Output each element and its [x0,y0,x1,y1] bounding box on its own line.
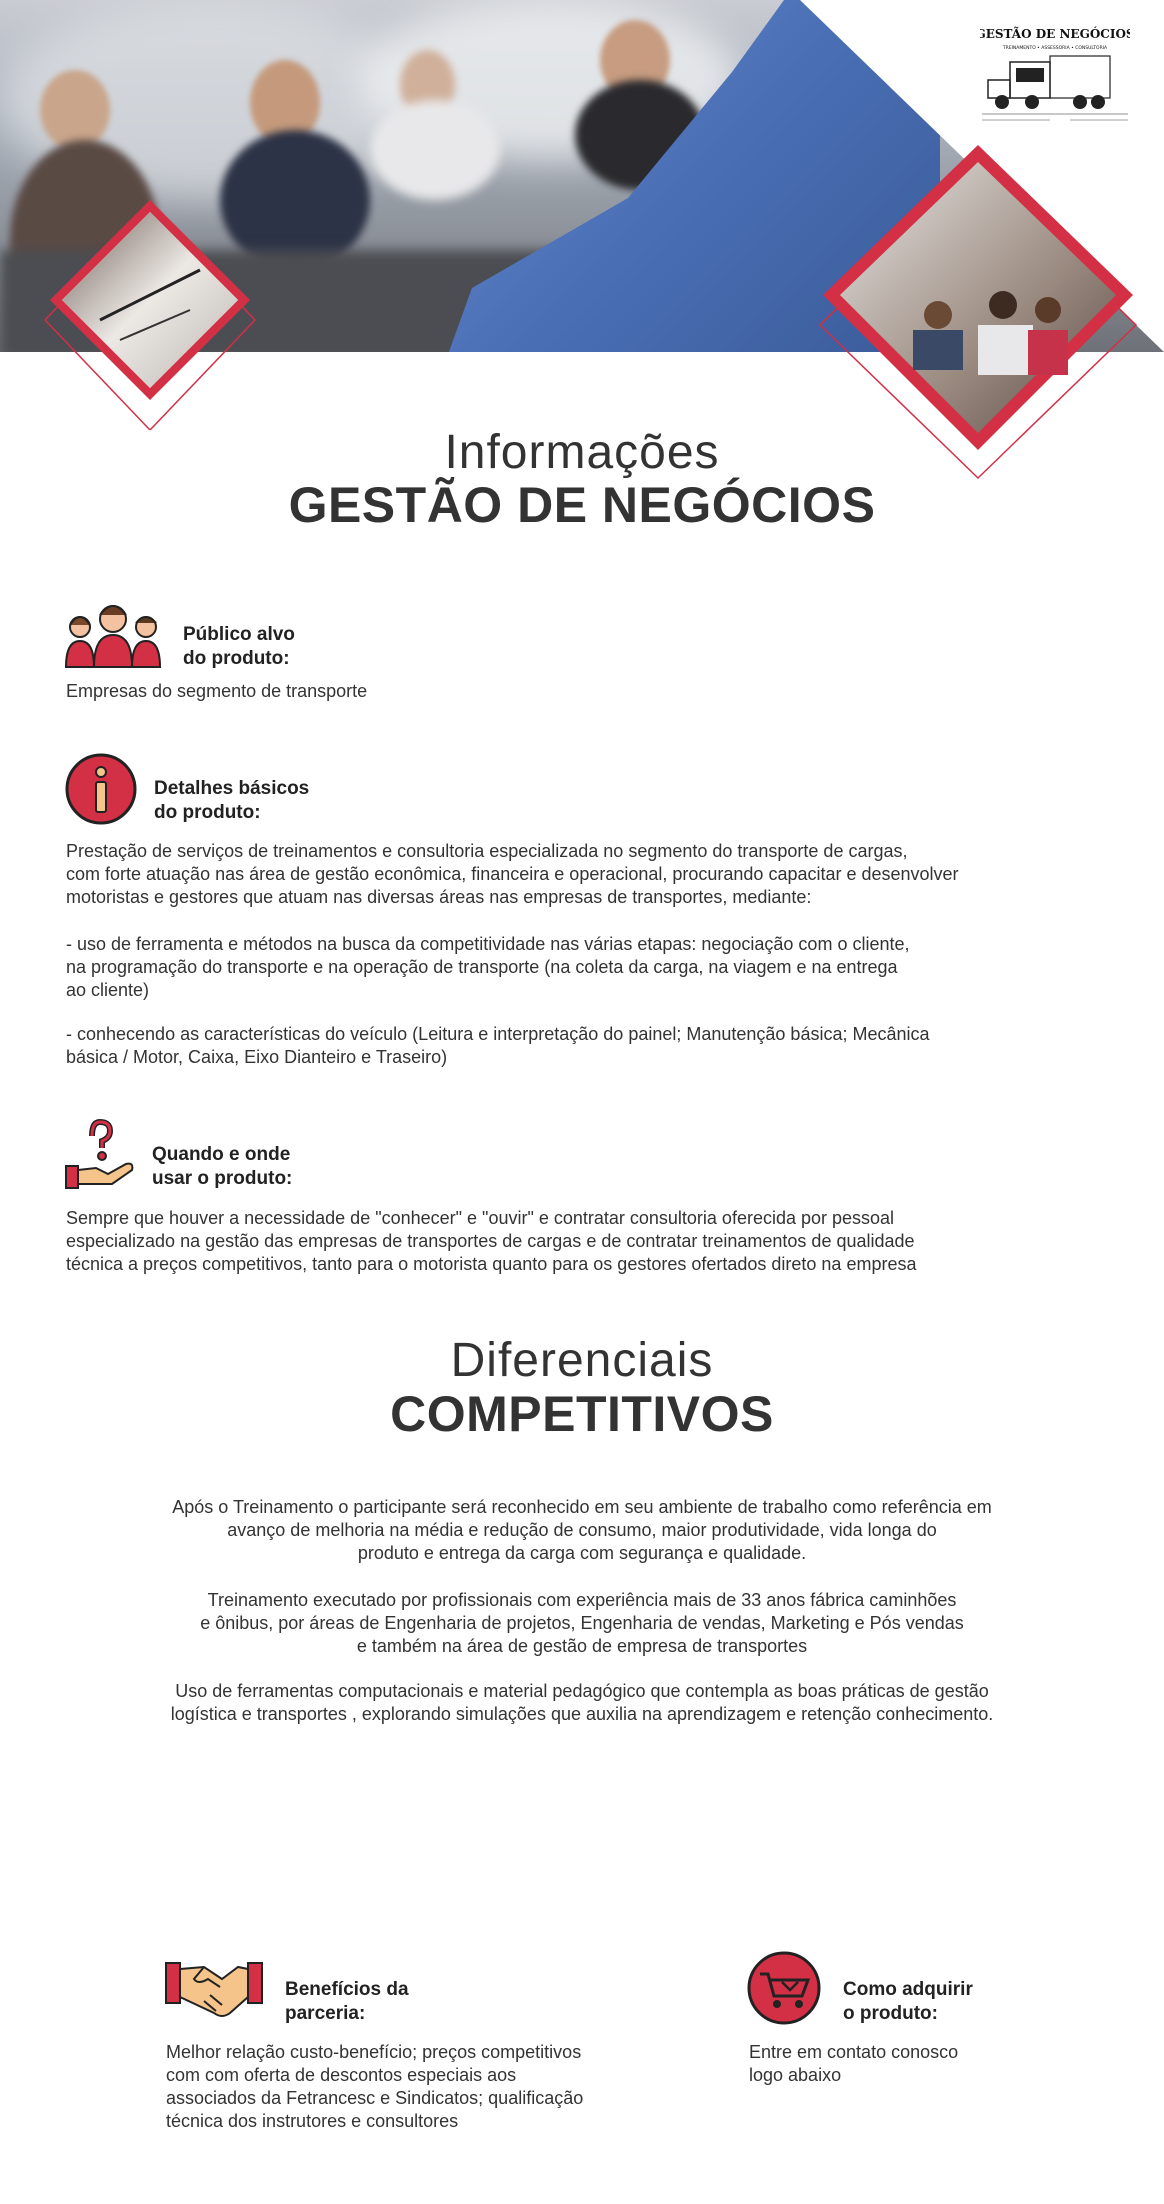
adquirir-text: Entre em contato conosco logo abaixo [749,2042,959,2085]
adquirir-title-line1: Como adquirir [843,1979,973,2000]
diferenciais-heading-bold: COMPETITIVOS [390,1386,774,1442]
handshake-icon [164,1957,264,2023]
beneficios-title [285,1978,409,2026]
beneficios-text: Melhor relação custo-benefício; preços competitivos com com oferta de descontos especiais aos associados da Fetrancesc e Sindicatos; qualificação técnica dos instrutores e consultores [166,2042,584,2131]
info-heading-light: Informações [444,426,720,479]
svg-text:TREINAMENTO • ASSESSORIA • CON: TREINAMENTO • ASSESSORIA • CONSULTORIA [1002,46,1108,51]
publico-title-line2: do produto: [183,648,290,669]
publico-text: Empresas do segmento de transporte [66,681,368,701]
beneficios-title-line1: Benefícios da [285,1979,409,2000]
quando-text: Sempre que houver a necessidade de "conhecer" e "ouvir" e contratar consultoria oferecida por pessoal especializado na gestão das empresas de transportes de cargas e de contratar treinamentos de qualidade técnica a preços competitivos, tanto para o motorista quanto para os gestores ofertados direto na empresa [66,1208,917,1274]
info-heading-bold: GESTÃO DE NEGÓCIOS [288,477,876,533]
diferenciais-paragraph-3: Uso de ferramentas computacionais e material pedagógico que contempla as boas práticas de gestão logística e transportes , explorando simulações que auxilia na aprendizagem e retenção conhecimento. [170,1681,994,1724]
publico-title [183,623,295,671]
detalhes-title-line1: Detalhes básicos [154,778,310,799]
quando-title-line2: usar o produto: [152,1168,293,1189]
quando-title [152,1143,292,1191]
detalhes-title-line2: do produto: [154,802,261,823]
beneficios-title-line2: parceria: [285,2003,366,2024]
detalhes-paragraph-2: - uso de ferramenta e métodos na busca da competitividade nas várias etapas: negociação com o cliente, na programação do transporte e na operação de transporte (na coleta da carga, na viagem e na entrega ao cliente) [66,934,910,1000]
hand-question-icon [64,1118,136,1190]
detalhes-paragraph-3: - conhecendo as características do veículo (Leitura e interpretação do painel; Manutenção básica; Mecânica básica / Motor, Caixa, Eixo Dianteiro e Traseiro) [66,1024,930,1067]
svg-text:GESTÃO DE NEGÓCIOS: GESTÃO DE NEGÓCIOS [980,27,1130,41]
diferenciais-paragraph-1: Após o Treinamento o participante será reconhecido em seu ambiente de trabalho como referência em avanço de melhoria na média e redução de consumo, maior produtividade, vida longa do produto e entrega da carga com segurança e qualidade. [172,1497,992,1563]
publico-title-line1: Público alvo [183,624,295,645]
people-group-icon [64,595,164,670]
detalhes-title [154,777,309,825]
diferenciais-paragraph-2: Treinamento executado por profissionais com experiência mais de 33 anos fábrica caminhões e ônibus, por áreas de Engenharia de projetos, Engenharia de vendas, Marketing e Pós vendas e também na área de gestão de empresa de transportes [200,1590,964,1656]
quando-title-line1: Quando e onde [152,1144,291,1165]
shopping-cart-icon [746,1950,822,2026]
info-circle-icon [64,752,138,826]
detalhes-paragraph-1: Prestação de serviços de treinamentos e consultoria especializada no segmento do transporte de cargas, com forte atuação nas área de gestão econômica, financeira e operacional, procurando capacitar e desenvolver motoristas e gestores que atuam nas diversas áreas nas empresas de transportes, mediante: [66,841,959,907]
adquirir-title [843,1978,973,2026]
company-logo [980,22,1130,132]
adquirir-title-line2: o produto: [843,2003,938,2024]
diamond-photo-left [40,200,270,430]
diferenciais-heading-light: Diferenciais [450,1334,714,1387]
